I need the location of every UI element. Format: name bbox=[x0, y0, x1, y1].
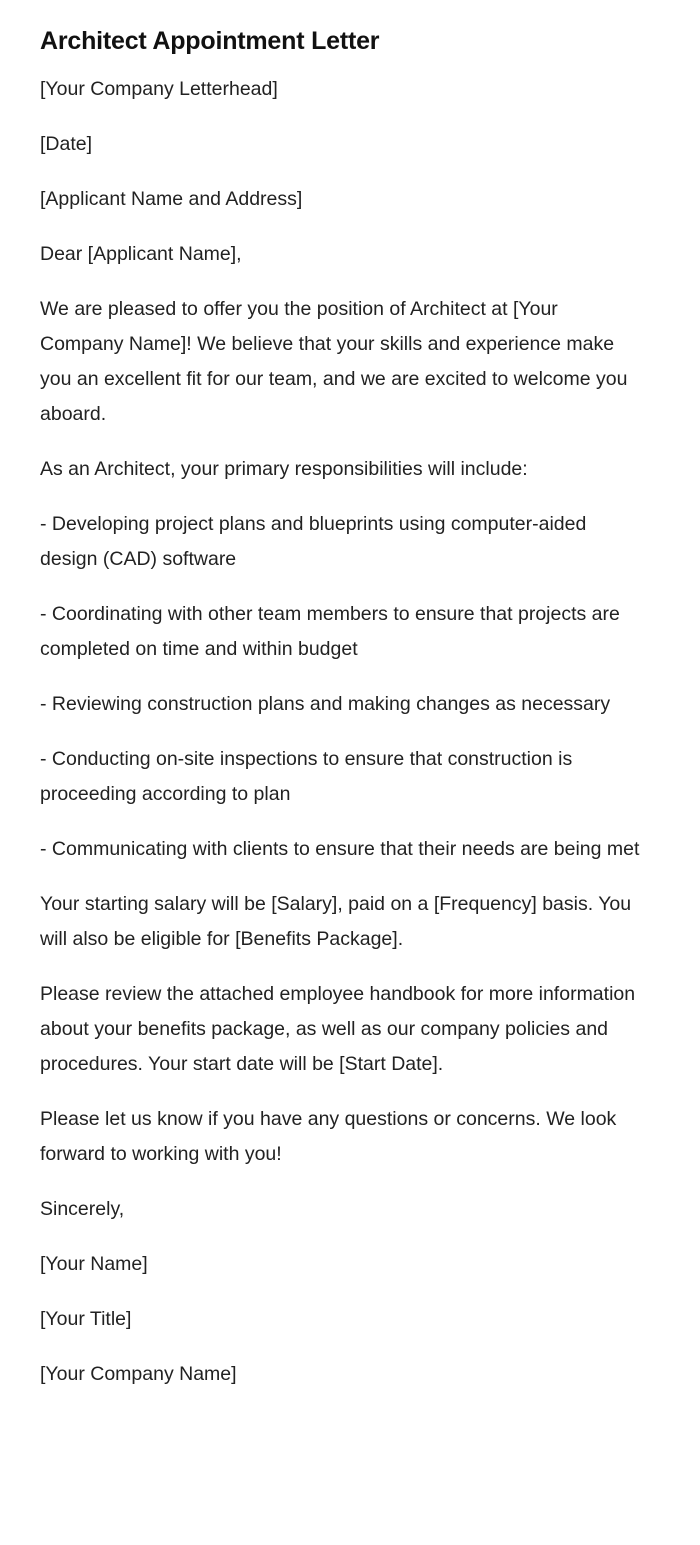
signoff: Sincerely, bbox=[40, 1198, 125, 1220]
date-placeholder: [Date] bbox=[40, 133, 93, 155]
responsibilities-intro: As an Architect, your primary responsibilities will include: bbox=[40, 458, 528, 480]
responsibility-item: - Conducting on-site inspections to ensure that construction is proceeding according to plan bbox=[40, 748, 573, 805]
recipient-placeholder: [Applicant Name and Address] bbox=[40, 188, 303, 210]
closing-paragraph: Please let us know if you have any questions or concerns. We look forward to working with you! bbox=[40, 1108, 617, 1165]
handbook-paragraph: Please review the attached employee handbook for more information about your benefits package, as well as our company policies and procedures. Your start date will be [Start Date]. bbox=[40, 983, 636, 1075]
sender-title: [Your Title] bbox=[40, 1308, 132, 1330]
salary-paragraph: Your starting salary will be [Salary], paid on a [Frequency] basis. You will also be eligible for [Benefits Package]. bbox=[40, 893, 632, 950]
intro-paragraph: We are pleased to offer you the position of Architect at [Your Company Name]! We believe that your skills and experience make you an excellent fit for our team, and we are excited to welcome you aboard. bbox=[40, 298, 628, 425]
salutation: Dear [Applicant Name], bbox=[40, 243, 242, 265]
letterhead-placeholder: [Your Company Letterhead] bbox=[40, 78, 278, 100]
document-title: Architect Appointment Letter bbox=[40, 27, 380, 55]
sender-name: [Your Name] bbox=[40, 1253, 148, 1275]
sender-company: [Your Company Name] bbox=[40, 1363, 237, 1385]
responsibility-item: - Communicating with clients to ensure that their needs are being met bbox=[40, 838, 640, 860]
responsibility-item: - Developing project plans and blueprints using computer-aided design (CAD) software bbox=[40, 513, 587, 570]
responsibility-item: - Reviewing construction plans and making changes as necessary bbox=[40, 693, 611, 715]
responsibility-item: - Coordinating with other team members to ensure that projects are completed on time and within budget bbox=[40, 603, 620, 660]
responsibilities-list bbox=[40, 507, 660, 867]
